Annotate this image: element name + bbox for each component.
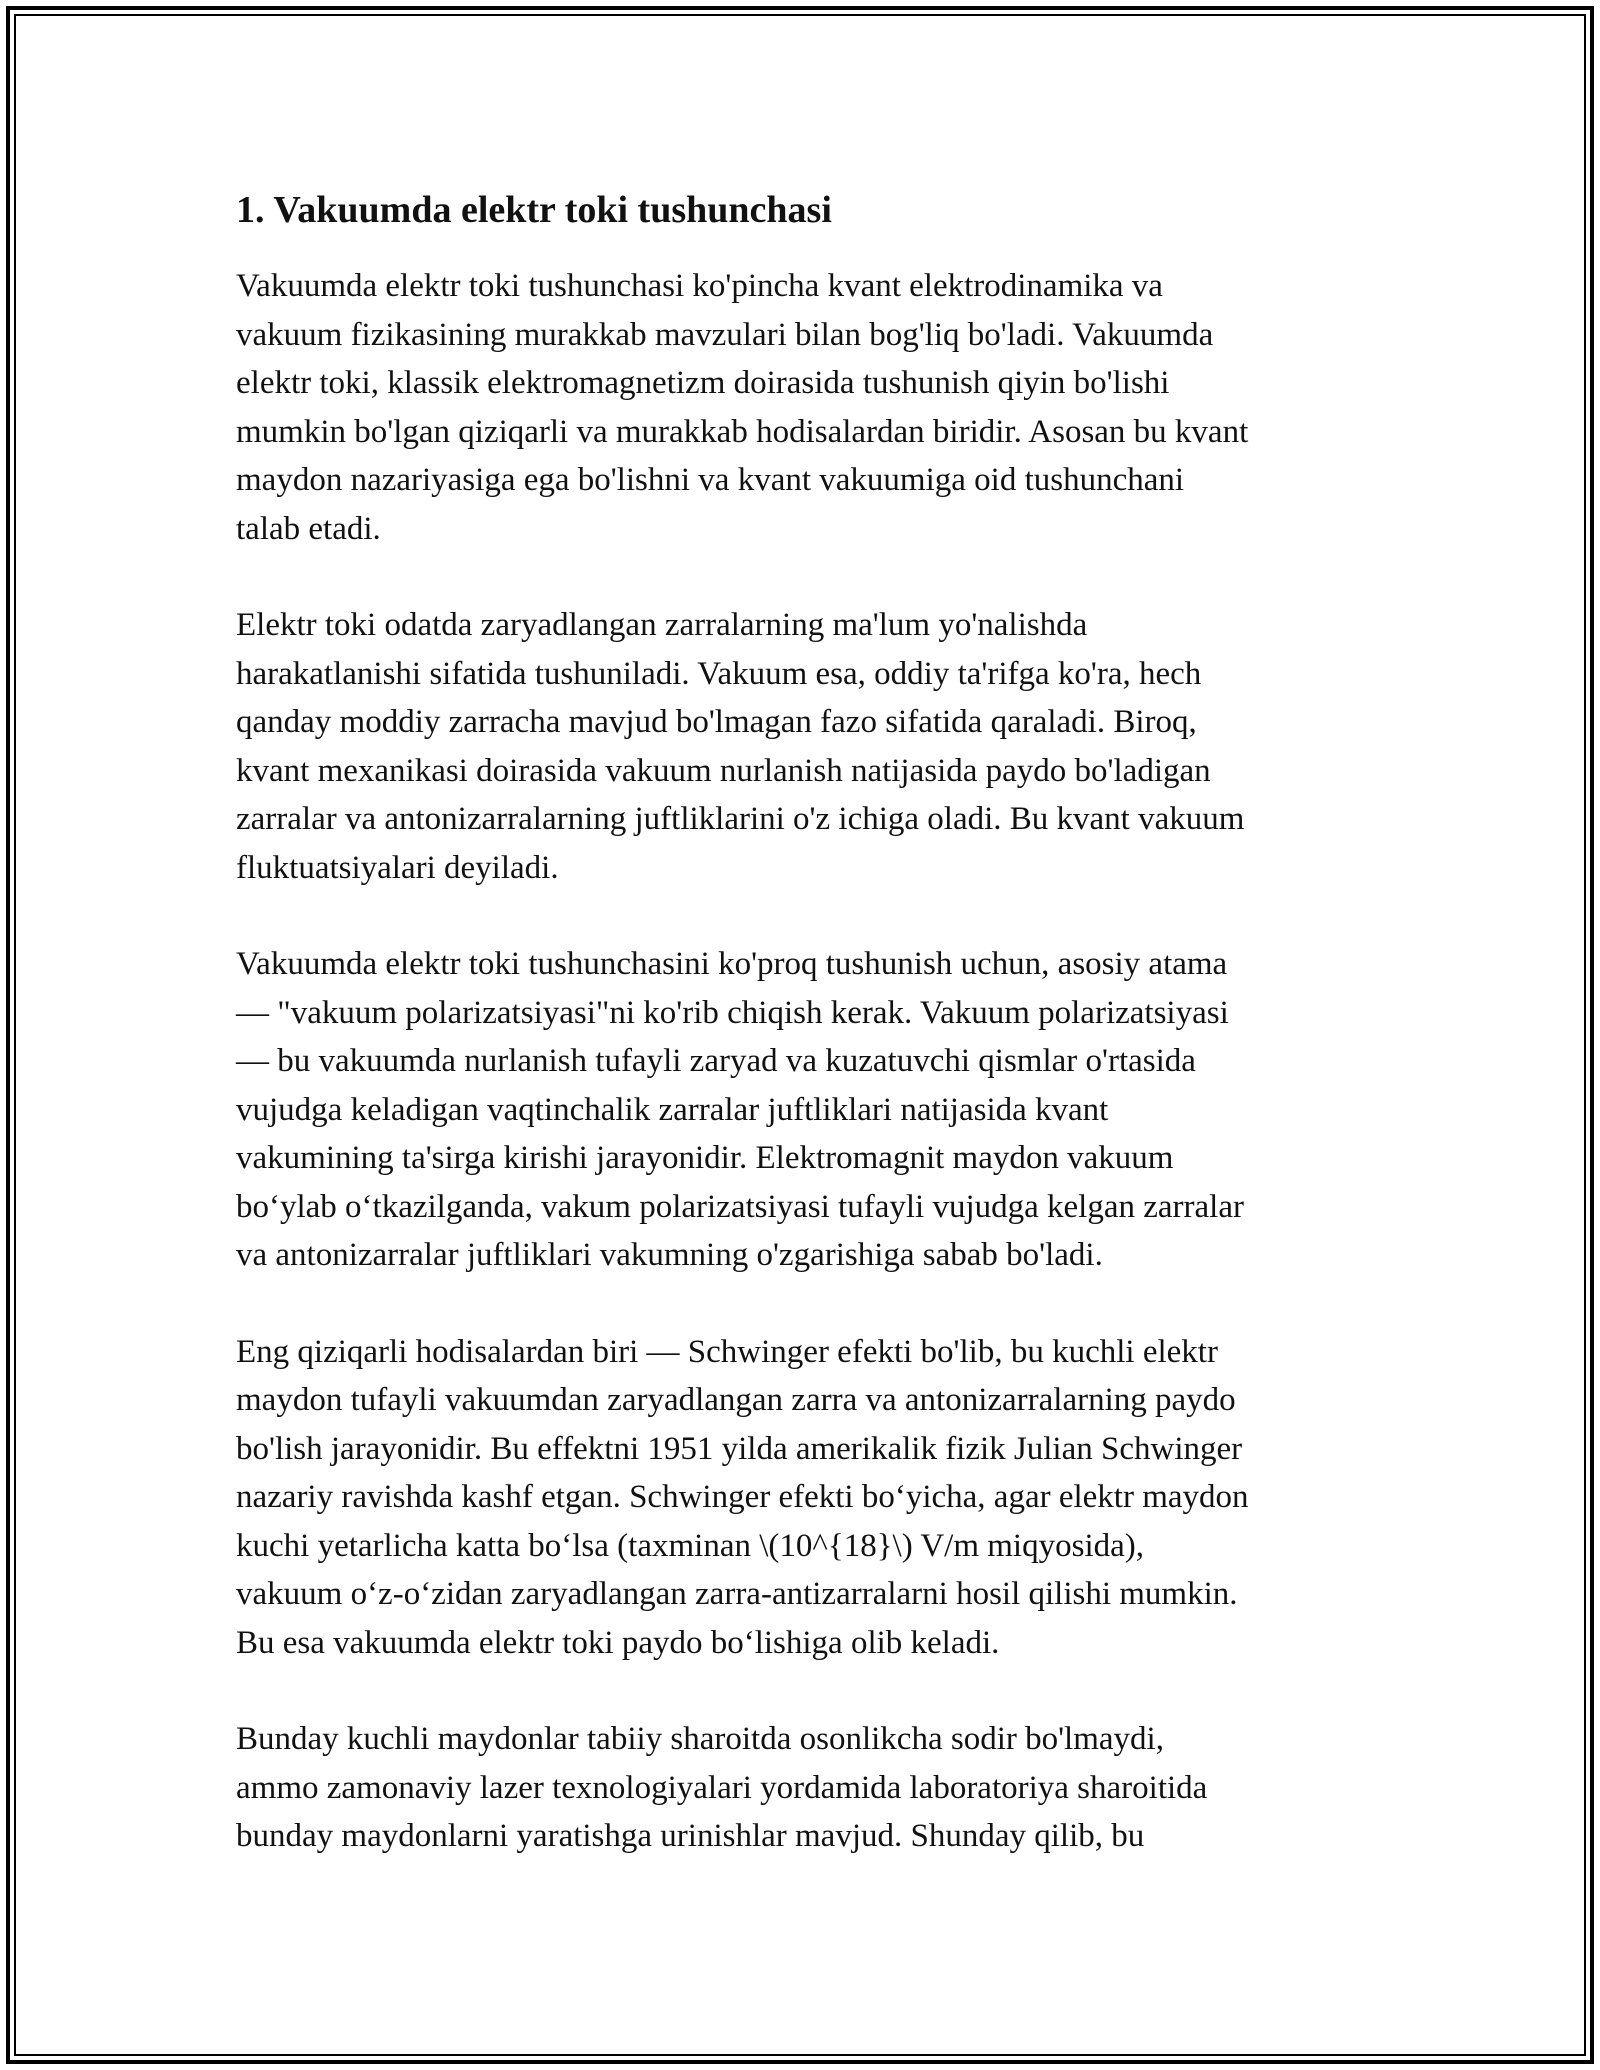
text-line: mumkin bo'lgan qiziqarli va murakkab hodisalardan biridir. Asosan bu kvant xyxy=(236,413,1249,450)
text-line: bo‘ylab o‘tkazilganda, vakum polarizatsiyasi tufayli vujudga kelgan zarralar xyxy=(236,1188,1244,1225)
text-line: zarralar va antonizarralarning juftliklarini o'z ichiga oladi. Bu kvant vakuum xyxy=(236,801,1245,837)
text-line: elektr toki, klassik elektromagnetizm doirasida tushunish qiyin bo'lishi xyxy=(236,365,1170,401)
text-line: Vakuumda elektr toki tushunchasini ko'proq tushunish uchun, asosiy atama xyxy=(236,946,1228,982)
paragraph-2 xyxy=(236,601,1376,892)
text-line: fluktuatsiyalari deyiladi. xyxy=(236,849,559,886)
text-line: maydon nazariyasiga ega bo'lishni va kvant vakuumiga oid tushunchani xyxy=(236,462,1185,498)
text-line: Bunday kuchli maydonlar tabiiy sharoitda osonlikcha sodir bo'lmaydi, xyxy=(236,1721,1164,1757)
document-body xyxy=(236,186,1376,1909)
paragraph-3 xyxy=(236,940,1376,1280)
text-line: Vakuumda elektr toki tushunchasi ko'pincha kvant elektrodinamika va xyxy=(236,268,1163,304)
text-line: — "vakuum polarizatsiyasi"ni ko'rib chiqish kerak. Vakuum polarizatsiyasi xyxy=(236,994,1229,1031)
text-line: ammo zamonaviy lazer texnologiyalari yordamida laboratoriya sharoitida xyxy=(236,1769,1208,1806)
text-line: bunday maydonlarni yaratishga urinishlar mavjud. Shunday qilib, bu xyxy=(236,1818,1145,1854)
paragraph-4 xyxy=(236,1328,1376,1668)
text-line: va antonizarralar juftliklari vakumning o'zgarishiga sabab bo'ladi. xyxy=(236,1237,1103,1273)
text-line: — bu vakuumda nurlanish tufayli zaryad va kuzatuvchi qismlar o'rtasida xyxy=(236,1043,1196,1079)
text-line: maydon tufayli vakuumdan zaryadlangan zarra va antonizarralarning paydo xyxy=(236,1382,1236,1418)
text-line: vakuum o‘z-o‘zidan zaryadlangan zarra-antizarralarni hosil qilishi mumkin. xyxy=(236,1576,1238,1612)
text-line: bo'lish jarayonidir. Bu effektni 1951 yilda amerikalik fizik Julian Schwinger xyxy=(236,1430,1243,1467)
paragraph-1 xyxy=(236,262,1376,553)
text-line: kvant mexanikasi doirasida vakuum nurlanish natijasida paydo bo'ladigan xyxy=(236,752,1211,789)
text-line: qanday moddiy zarracha mavjud bo'lmagan fazo sifatida qaraladi. Biroq, xyxy=(236,704,1197,740)
section-heading: 1. Vakuumda elektr toki tushunchasi xyxy=(236,189,832,231)
text-line: vakumining ta'sirga kirishi jarayonidir. Elektromagnit maydon vakuum xyxy=(236,1140,1174,1176)
text-line: Eng qiziqarli hodisalardan biri — Schwinger efekti bo'lib, bu kuchli elektr xyxy=(236,1333,1218,1370)
text-line: vakuum fizikasining murakkab mavzulari bilan bog'liq bo'ladi. Vakuumda xyxy=(236,316,1214,353)
text-line: Elektr toki odatda zaryadlangan zarralarning ma'lum yo'nalishda xyxy=(236,607,1088,643)
text-line: Bu esa vakuumda elektr toki paydo bo‘lishiga olib keladi. xyxy=(236,1624,1000,1661)
text-line: vujudga keladigan vaqtinchalik zarralar juftliklari natijasida kvant xyxy=(236,1091,1109,1128)
text-line: kuchi yetarlicha katta bo‘lsa (taxminan \(10^{18}\) V/m miqyosida), xyxy=(236,1527,1144,1564)
text-line: nazariy ravishda kashf etgan. Schwinger efekti bo‘yicha, agar elektr maydon xyxy=(236,1479,1249,1515)
text-line: talab etadi. xyxy=(236,510,381,547)
paragraph-5 xyxy=(236,1715,1376,1861)
text-line: harakatlanishi sifatida tushuniladi. Vakuum esa, oddiy ta'rifga ko'ra, hech xyxy=(236,655,1202,692)
